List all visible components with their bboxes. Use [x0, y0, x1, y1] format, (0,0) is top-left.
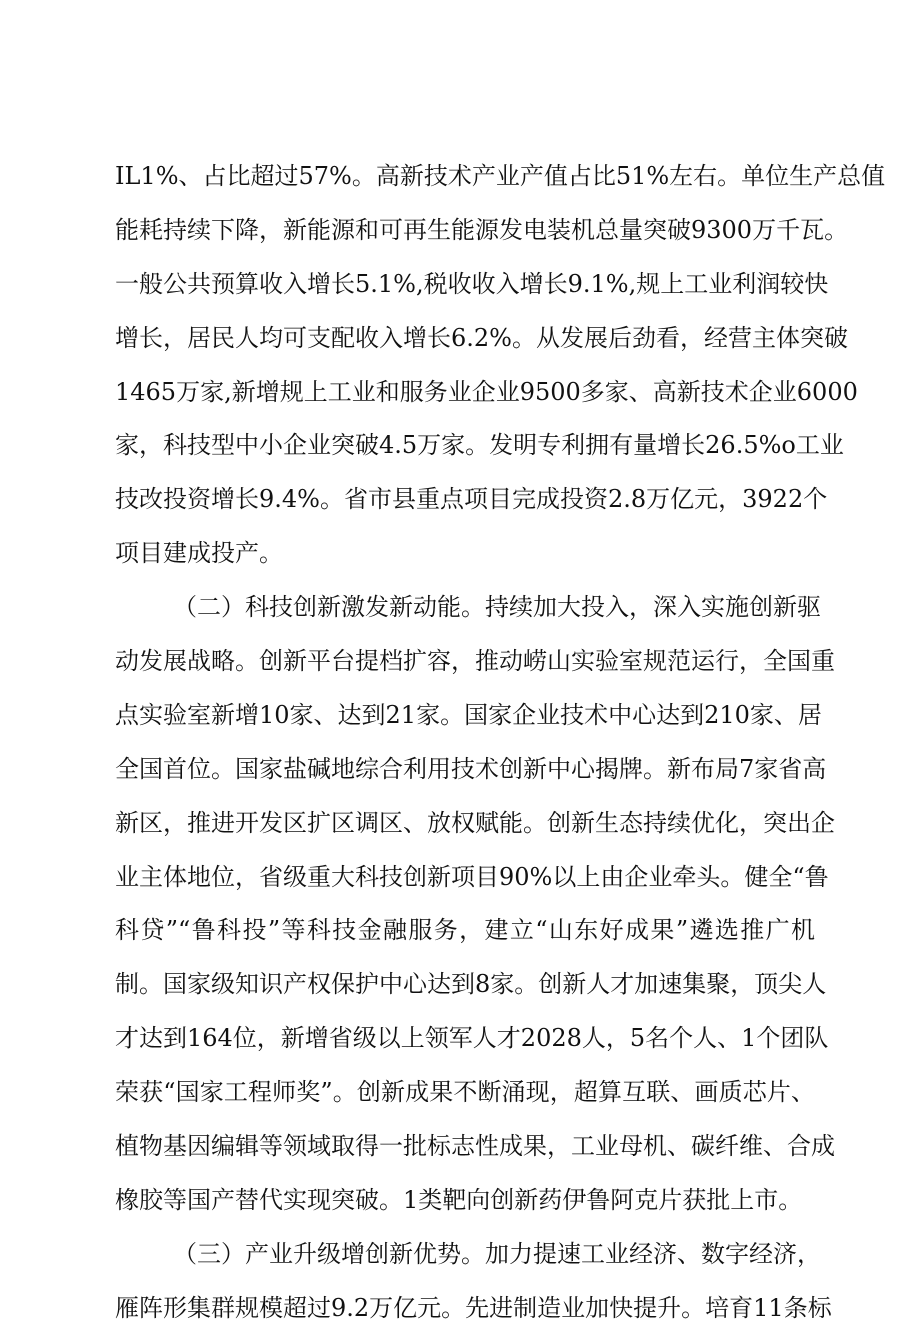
text-line-14: 业主体地位，省级重大科技创新项目90%以上由企业牵头。健全“鲁: [115, 862, 829, 891]
text-line-7: 技改投资增长9.4%。省市县重点项目完成投资2.8万亿元，3922个: [115, 485, 828, 514]
text-line-10: 动发展战略。创新平台提档扩容，推动崂山实验室规范运行，全国重: [115, 647, 835, 676]
section-heading-2: （二）科技创新激发新动能。持续加大投入，深入实施创新驱: [173, 593, 821, 622]
text-line-5: 1465万家,新增规上工业和服务业企业9500多家、高新技术企业6000: [115, 377, 858, 406]
body-text: [115, 150, 886, 1336]
text-line-8: 项目建成投产。: [115, 539, 283, 568]
text-line-16: 制。国家级知识产权保护中心达到8家。创新人才加速集聚，顶尖人: [115, 970, 827, 999]
text-line-19: 植物基因编辑等领域取得一批标志性成果，工业母机、碳纤维、合成: [115, 1132, 835, 1161]
section-heading-3: （三）产业升级增创新优势。加力提速工业经济、数字经济，: [173, 1239, 821, 1268]
text-line-1: IL1%、占比超过57%。高新技术产业产值占比51%左右。单位生产总值: [115, 162, 886, 190]
text-line-11: 点实验室新增10家、达到21家。国家企业技术中心达到210家、居: [115, 700, 822, 729]
text-line-12: 全国首位。国家盐碱地综合利用技术创新中心揭牌。新布局7家省高: [115, 754, 827, 783]
text-line-17: 才达到164位，新增省级以上领军人才2028人，5名个人、1个团队: [115, 1024, 829, 1053]
text-line-18: 荣获“国家工程师奖”。创新成果不断涌现，超算互联、画质芯片、: [115, 1078, 815, 1107]
text-line-22: 雁阵形集群规模超过9.2万亿元。先进制造业加快提升。培育11条标: [115, 1293, 832, 1322]
text-line-3: 一般公共预算收入增长5.1%,税收收入增长9.1%,规上工业利润较快: [115, 269, 829, 298]
text-line-2: 能耗持续下降，新能源和可再生能源发电装机总量突破9300万千瓦。: [115, 215, 849, 244]
text-line-13: 新区，推进开发区扩区调区、放权赋能。创新生态持续优化，突出企: [115, 808, 835, 837]
text-line-6: 家，科技型中小企业突破4.5万家。发明专利拥有量增长26.5%o工业: [115, 431, 844, 460]
text-line-15: 科贷”“鲁科投”等科技金融服务，建立“山东好成果”遴选推广机: [115, 916, 815, 945]
text-line-20: 橡胶等国产替代实现突破。1类靶向创新药伊鲁阿克片获批上市。: [115, 1185, 803, 1214]
text-line-4: 增长，居民人均可支配收入增长6.2%。从发展后劲看，经营主体突破: [115, 323, 848, 352]
